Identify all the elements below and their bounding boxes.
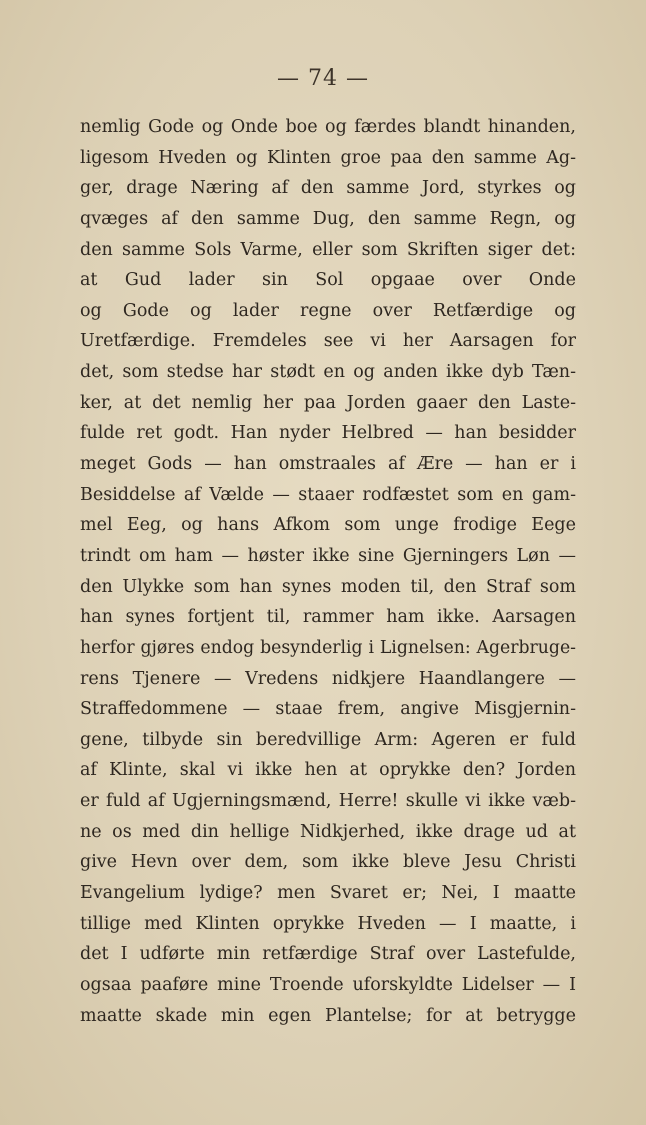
text-line: Evangelium lydige? men Svaret er; Nei, I maatte	[80, 883, 576, 904]
text-line: ligesom Hveden og Klinten groe paa den samme Ag-	[80, 147, 576, 168]
text-line: give Hevn over dem, som ikke bleve Jesu Christi	[80, 852, 576, 873]
text-line: han synes fortjent til, rammer ham ikke. Aarsagen	[80, 607, 576, 628]
text-line: herfor gjøres endog besynderlig i Lignelsen: Agerbruge-	[80, 637, 576, 658]
text-line: tillige med Klinten oprykke Hveden — I maatte, i	[80, 913, 576, 934]
text-line: Uretfærdige. Fremdeles see vi her Aarsagen for	[80, 331, 576, 352]
text-line: Besiddelse af Vælde — staaer rodfæstet som en gam-	[80, 484, 576, 505]
body-text	[80, 112, 576, 1031]
text-line: qvæges af den samme Dug, den samme Regn, og	[80, 208, 576, 229]
text-line: nemlig Gode og Onde boe og færdes blandt hinanden,	[80, 117, 576, 137]
text-line: meget Gods — han omstraales af Ære — han er i	[80, 454, 576, 475]
text-line: maatte skade min egen Plantelse; for at betrygge	[80, 1005, 576, 1026]
text-line: gene, tilbyde sin beredvillige Arm: Ageren er fuld	[80, 729, 576, 750]
text-line: den Ulykke som han synes moden til, den Straf som	[80, 576, 576, 597]
page-number: — 74 —	[277, 66, 369, 91]
text-line: og Gode og lader regne over Retfærdige og	[80, 300, 576, 321]
text-line: det, som stedse har stødt en og anden ikke dyb Tæn-	[80, 362, 576, 383]
text-line: fulde ret godt. Han nyder Helbred — han besidder	[80, 423, 576, 444]
text-line: mel Eeg, og hans Afkom som unge frodige Eege	[80, 515, 576, 536]
text-line: er fuld af Ugjerningsmænd, Herre! skulle vi ikke væb-	[80, 791, 576, 812]
text-line: ogsaa paaføre mine Troende uforskyldte Lidelser — I	[80, 974, 576, 995]
text-line: ker, at det nemlig her paa Jorden gaaer den Laste-	[80, 392, 576, 413]
text-line: Straffedommene — staae frem, angive Misgjernin-	[80, 699, 576, 720]
text-line: at Gud lader sin Sol opgaae over Onde	[80, 270, 576, 291]
text-line: rens Tjenere — Vredens nidkjere Haandlangere —	[80, 668, 576, 689]
text-line: det I udførte min retfærdige Straf over Lastefulde,	[80, 944, 576, 965]
text-line: ne os med din hellige Nidkjerhed, ikke drage ud at	[80, 821, 576, 842]
text-line: af Klinte, skal vi ikke hen at oprykke den? Jorden	[80, 760, 576, 781]
text-line: ger, drage Næring af den samme Jord, styrkes og	[80, 178, 576, 199]
text-line: trindt om ham — høster ikke sine Gjerningers Løn —	[80, 545, 576, 566]
text-line: den samme Sols Varme, eller som Skriften siger det:	[80, 239, 576, 260]
